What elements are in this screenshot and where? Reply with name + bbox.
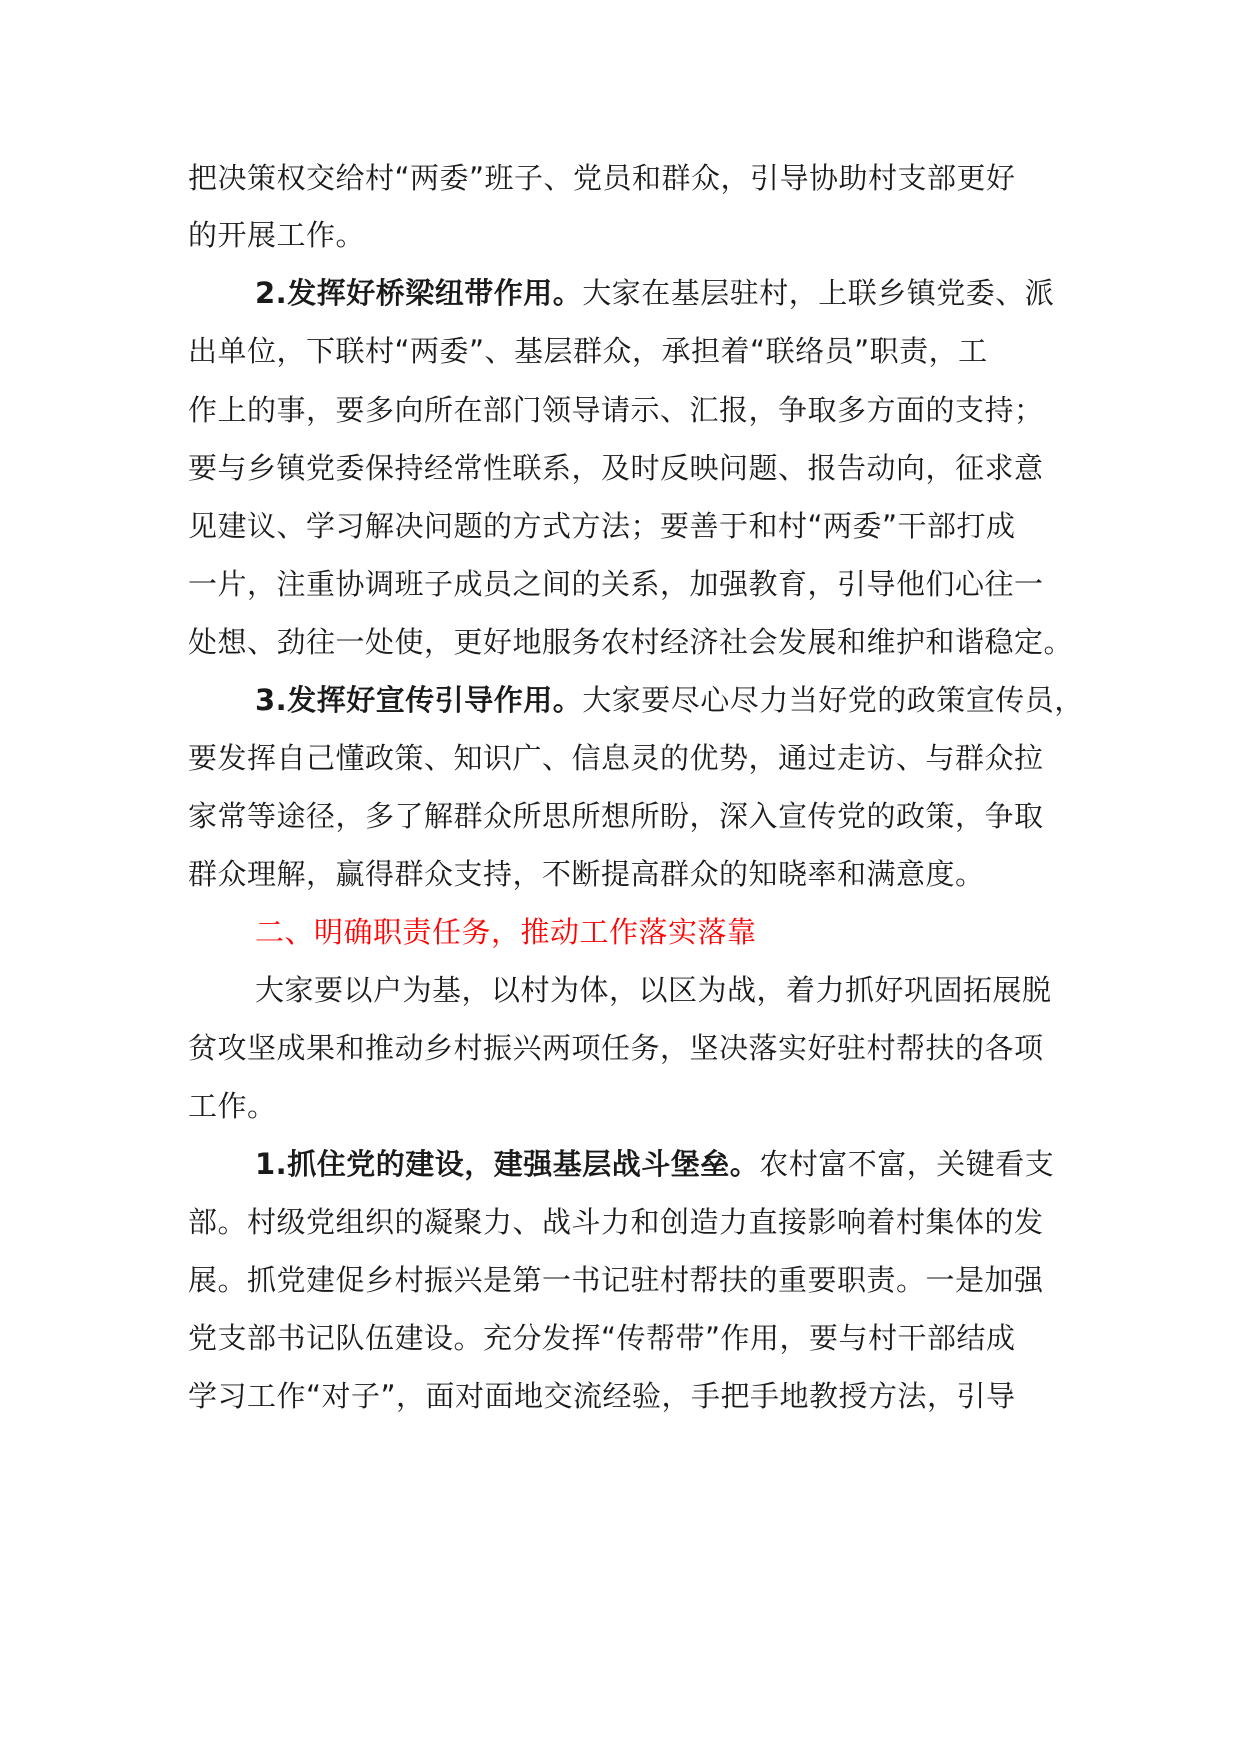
paragraph-line [255, 1144, 1054, 1184]
paragraph-line: 工作。 [188, 1089, 277, 1123]
paragraph-line: 贫攻坚成果和推动乡村振兴两项任务，坚决落实好驻村帮扶的各项 [188, 1031, 1044, 1065]
paragraph-line: 一片，注重协调班子成员之间的关系，加强教育，引导他们心往一 [188, 567, 1044, 601]
paragraph-line: 出单位，下联村“两委”、基层群众，承担着“联络员”职责，工 [188, 334, 988, 368]
paragraph-line: 党支部书记队伍建设。充分发挥“传帮带”作用，要与村干部结成 [188, 1321, 1016, 1355]
paragraph-line: 部。村级党组织的凝聚力、战斗力和创造力直接影响着村集体的发 [188, 1205, 1044, 1239]
paragraph-line [255, 680, 1084, 720]
paragraph-line: 要与乡镇党委保持经常性联系，及时反映问题、报告动向，征求意 [188, 451, 1044, 485]
paragraph-line: 家常等途径，多了解群众所思所想所盼，深入宣传党的政策，争取 [188, 799, 1044, 833]
paragraph-line: 作上的事，要多向所在部门领导请示、汇报，争取多方面的支持； [188, 393, 1044, 427]
paragraph-text: 农村富不富，关键看支 [759, 1147, 1055, 1181]
paragraph-line: 要发挥自己懂政策、知识广、信息灵的优势，通过走访、与群众拉 [188, 741, 1044, 775]
item-heading: 2.发挥好桥梁纽带作用。 [255, 276, 583, 310]
paragraph-line: 大家要以户为基，以村为体，以区为战，着力抓好巩固拓展脱 [255, 973, 1052, 1007]
paragraph-text: 大家要尽心尽力当好党的政策宣传员， [582, 683, 1084, 717]
paragraph-line: 处想、劲往一处使，更好地服务农村经济社会发展和维护和谐稳定。 [188, 625, 1074, 659]
paragraph-line [255, 273, 1054, 313]
paragraph-text: 大家在基层驻村，上联乡镇党委、派 [582, 276, 1055, 310]
item-heading: 3.发挥好宣传引导作用。 [255, 683, 583, 717]
section-heading: 二、明确职责任务，推动工作落实落靠 [255, 915, 757, 949]
paragraph-line: 展。抓党建促乡村振兴是第一书记驻村帮扶的重要职责。一是加强 [188, 1263, 1044, 1297]
paragraph-line: 学习工作“对子”，面对面地交流经验，手把手地教授方法，引导 [188, 1379, 1016, 1413]
paragraph-line: 群众理解，赢得群众支持，不断提高群众的知晓率和满意度。 [188, 857, 985, 891]
item-heading: 1.抓住党的建设，建强基层战斗堡垒。 [255, 1147, 760, 1181]
paragraph-line: 的开展工作。 [188, 218, 366, 252]
paragraph-line: 把决策权交给村“两委”班子、党员和群众，引导协助村支部更好 [188, 161, 1016, 195]
paragraph-line: 见建议、学习解决问题的方式方法；要善于和村“两委”干部打成 [188, 509, 1016, 543]
